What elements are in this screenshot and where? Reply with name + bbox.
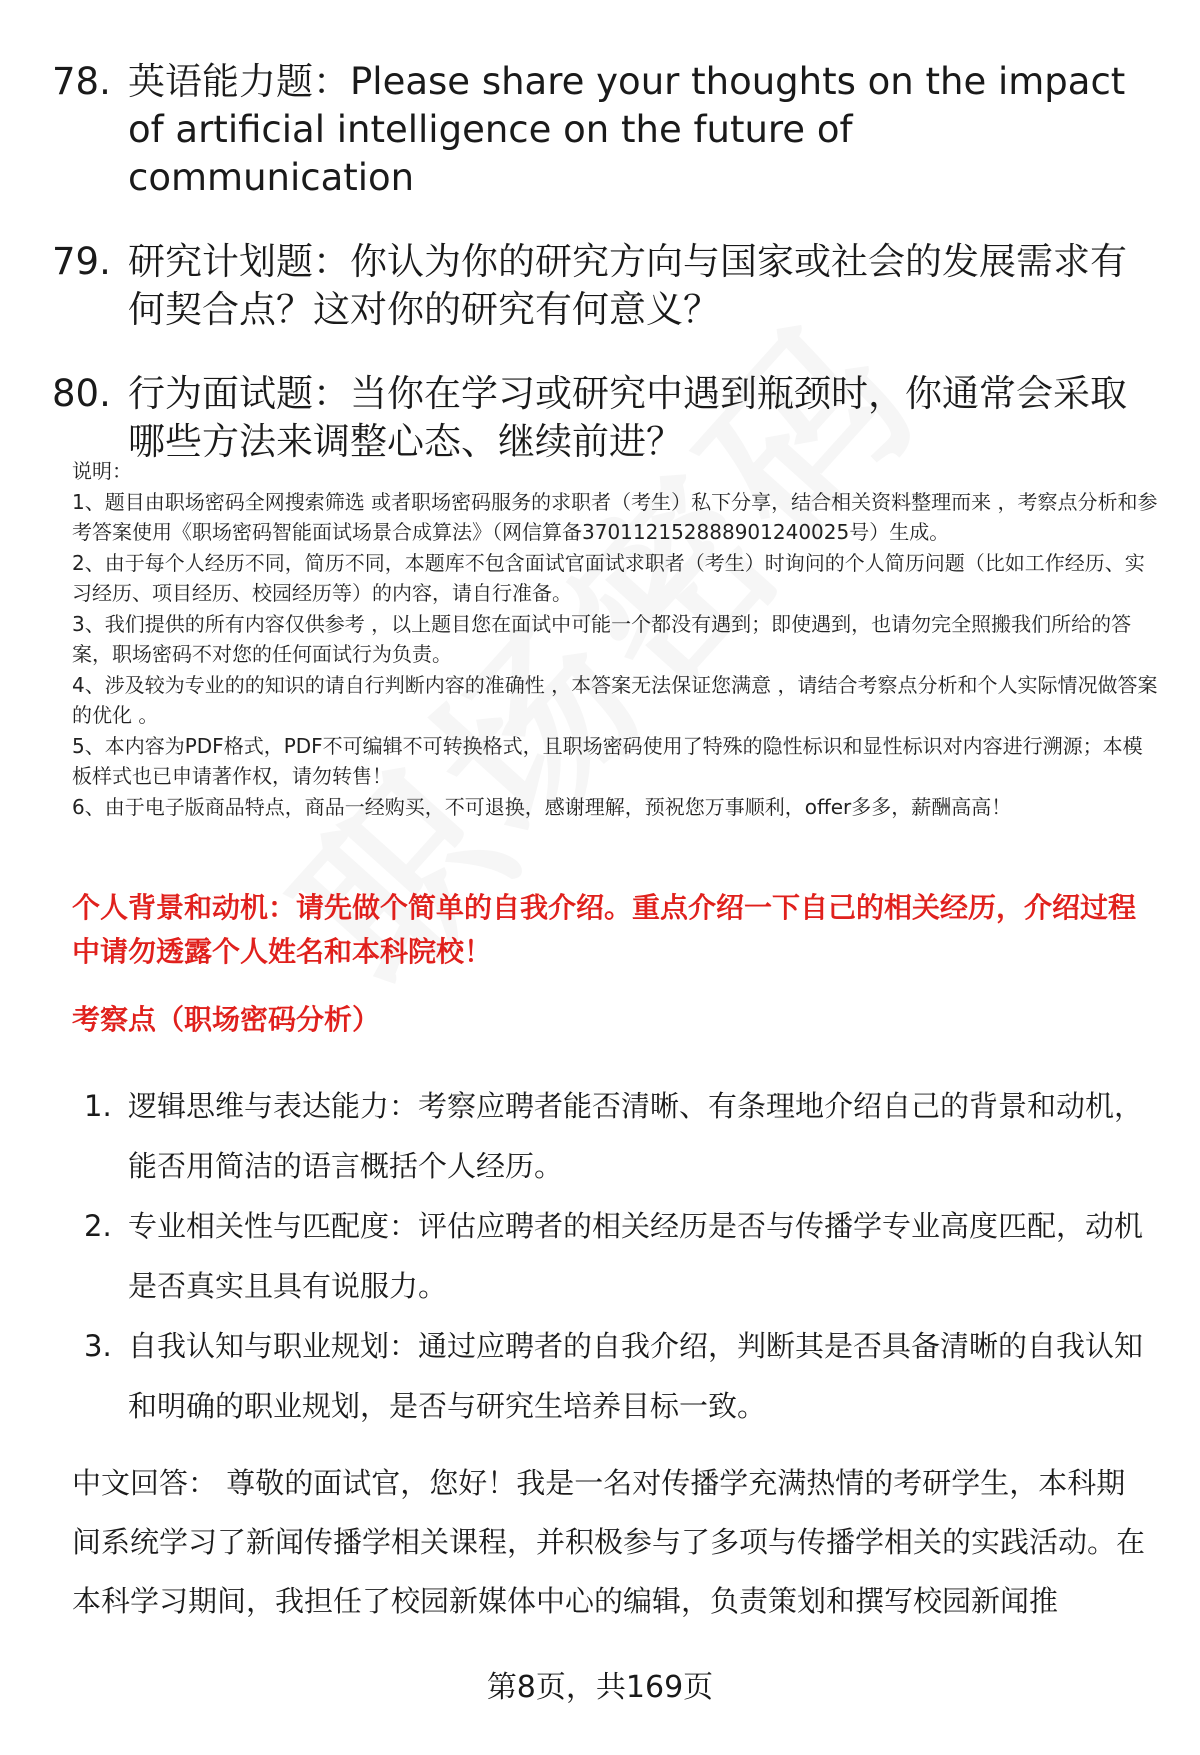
analysis-number: 3. bbox=[84, 1329, 112, 1363]
notes-section bbox=[72, 456, 1162, 822]
page-footer: 第8页，共169页 bbox=[486, 1670, 714, 1705]
question-number: 80. bbox=[52, 372, 111, 415]
question-item bbox=[52, 238, 1142, 334]
question-text: 研究计划题：你认为你的研究方向与国家或社会的发展需求有何契合点？这对你的研究有何意义？ bbox=[128, 240, 1127, 331]
analysis-number: 1. bbox=[84, 1089, 112, 1123]
question-number: 78. bbox=[52, 60, 111, 103]
analysis-item bbox=[84, 1316, 1144, 1436]
analysis-item bbox=[84, 1196, 1144, 1316]
note-item: 4、涉及较为专业的的知识的请自行判断内容的准确性 ，本答案无法保证您满意 ，请结合考察点分析和个人实际情况做答案的优化 。 bbox=[72, 672, 1158, 727]
analysis-text: 专业相关性与匹配度：评估应聘者的相关经历是否与传播学专业高度匹配，动机是否真实且具有说服力。 bbox=[128, 1209, 1144, 1303]
analysis-text: 自我认知与职业规划：通过应聘者的自我介绍，判断其是否具备清晰的自我认知和明确的职业规划，是否与研究生培养目标一致。 bbox=[128, 1329, 1144, 1423]
question-text: 行为面试题：当你在学习或研究中遇到瓶颈时，你通常会采取哪些方法来调整心态、继续前进？ bbox=[128, 372, 1127, 463]
analysis-text: 逻辑思维与表达能力：考察应聘者能否清晰、有条理地介绍自己的背景和动机，能否用简洁的语言概括个人经历。 bbox=[128, 1089, 1144, 1183]
analysis-title: 考察点（职场密码分析） bbox=[72, 1003, 381, 1036]
analysis-list bbox=[84, 1076, 1144, 1436]
question-item bbox=[52, 370, 1142, 466]
note-item: 6、由于电子版商品特点，商品一经购买，不可退换，感谢理解，预祝您万事顺利，offer多多，薪酬高高！ bbox=[72, 794, 1012, 819]
analysis-item bbox=[84, 1076, 1144, 1196]
analysis-number: 2. bbox=[84, 1209, 112, 1243]
note-item: 3、我们提供的所有内容仅供参考 ，以上题目您在面试中可能一个都没有遇到；即使遇到，也请勿完全照搬我们所给的答案，职场密码不对您的任何面试行为负责。 bbox=[72, 611, 1132, 666]
question-text: 英语能力题：Please share your thoughts on the impact of artificial intelligence on the future of communication bbox=[128, 60, 1126, 199]
question-number: 79. bbox=[52, 240, 111, 283]
answer-paragraph: 中文回答： 尊敬的面试官，您好！我是一名对传播学充满热情的考研学生，本科期间系统学习了新闻传播学相关课程，并积极参与了多项与传播学相关的实践活动。在本科学习期间，我担任了校园新媒体中心的编辑，负责策划和撰写校园新闻推 bbox=[72, 1466, 1146, 1618]
question-item bbox=[52, 58, 1142, 202]
note-item: 5、本内容为PDF格式，PDF不可编辑不可转换格式，且职场密码使用了特殊的隐性标识和显性标识对内容进行溯源；本模板样式也已申请著作权，请勿转售！ bbox=[72, 733, 1143, 788]
note-item: 2、由于每个人经历不同，简历不同，本题库不包含面试官面试求职者（考生）时询问的个人简历问题（比如工作经历、实习经历、项目经历、校园经历等）的内容，请自行准备。 bbox=[72, 550, 1145, 605]
note-item: 1、题目由职场密码全网搜索筛选 或者职场密码服务的求职者（考生）私下分享，结合相关资料整理而来 ，考察点分析和参考答案使用《职场密码智能面试场景合成算法》（网信算备370112152888901240025号）生成。 bbox=[72, 489, 1158, 544]
question-list bbox=[52, 58, 1142, 502]
notes-heading: 说明： bbox=[72, 459, 132, 483]
section-title: 个人背景和动机：请先做个简单的自我介绍。重点介绍一下自己的相关经历，介绍过程中请勿透露个人姓名和本科院校！ bbox=[72, 891, 1137, 968]
